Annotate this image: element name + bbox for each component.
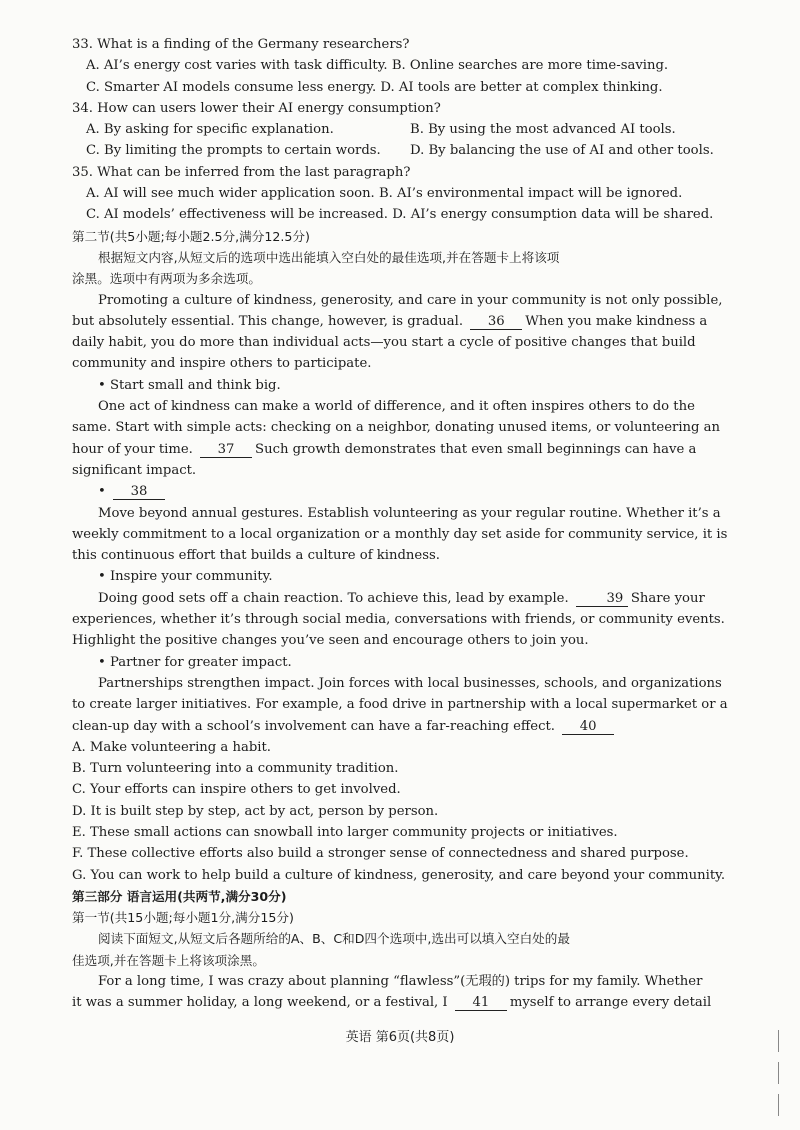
binding-margin-mark (778, 1062, 779, 1084)
q35-option-d: D. AI’s energy consumption data will be shared. (392, 207, 714, 223)
q34-option-b: B. By using the most advanced AI tools. (410, 122, 676, 138)
cloze-p1-line2 (72, 992, 732, 1013)
passage-p4-line1 (72, 588, 732, 609)
section2-instructions-line2: 涂黑。选项中有两项为多余选项。 (72, 271, 261, 287)
question-33-options-cd (86, 77, 732, 98)
section2-instructions-line1: 根据短文内容,从短文后的选项中选出能填入空白处的最佳选项,并在答题卡上将该项 (98, 249, 560, 265)
subheading-start-small: • Start small and think big. (98, 377, 281, 393)
passage-text: it was a summer holiday, a long weekend, or a festival, I (72, 995, 448, 1011)
passage-p1-line2 (72, 311, 732, 332)
q35-option-c: C. AI models’ effectiveness will be increased. (86, 207, 388, 223)
part3-heading: 第三部分 语言运用(共两节,满分30分) (72, 888, 287, 904)
blank-40: 40 (562, 719, 614, 735)
q34-option-c: C. By limiting the prompts to certain words. (86, 143, 381, 159)
binding-margin-mark (778, 1030, 779, 1052)
question-34-options-ab (86, 119, 732, 140)
passage-text: Share your (630, 590, 705, 606)
passage-text: clean-up day with a school’s involvement can have a far-reaching effect. (72, 718, 555, 734)
part3-instructions-line1: 阅读下面短文,从短文后各题所给的A、B、C和D四个选项中,选出可以填入空白处的最 (98, 931, 570, 947)
cloze-p1-line1: For a long time, I was crazy about planning “flawless”(无瑕的) trips for my family. Whether (98, 974, 703, 990)
passage-p1-line1: Promoting a culture of kindness, generosity, and care in your community is not only possible, (98, 292, 723, 308)
passage-text: but absolutely essential. This change, however, is gradual. (72, 313, 464, 329)
passage-p3-line1: Move beyond annual gestures. Establish volunteering as your regular routine. Whether it’s a (98, 505, 721, 521)
passage-text: When you make kindness a (525, 313, 708, 329)
passage-p2-line3 (72, 439, 732, 460)
q35-option-b: B. AI’s environmental impact will be ignored. (378, 186, 683, 202)
part3-subheading: 第一节(共15小题;每小题1分,满分15分) (72, 910, 294, 926)
subheading-partner: • Partner for greater impact. (98, 654, 292, 670)
question-34-stem: 34. How can users lower their AI energy consumption? (72, 100, 441, 116)
q33-option-d: D. AI tools are better at complex thinking. (380, 79, 663, 95)
passage-text: Doing good sets off a chain reaction. To achieve this, lead by example. (98, 590, 569, 606)
blank-36: 36 (470, 314, 522, 330)
passage-p5-line3 (72, 716, 732, 737)
blank-37: 37 (200, 442, 252, 458)
passage-p2-line1: One act of kindness can make a world of difference, and it often inspires others to do the (98, 399, 695, 415)
question-34-options-cd (86, 140, 732, 161)
bullet: • (98, 484, 106, 500)
passage-p3-line2: weekly commitment to a local organization or a monthly day set aside for community service, it is (72, 526, 728, 542)
passage-p1-line3: daily habit, you do more than individual acts—you start a cycle of positive changes that build (72, 335, 696, 351)
option-g: G. You can work to help build a culture of kindness, generosity, and care beyond your community. (72, 867, 726, 883)
passage-text: myself to arrange every detail (509, 995, 712, 1011)
passage-p1-line4: community and inspire others to participate. (72, 356, 372, 372)
blank-39: 39 (576, 591, 628, 607)
blank-38: 38 (113, 484, 165, 500)
passage-p4-line3: Highlight the positive changes you’ve seen and encourage others to join you. (72, 633, 589, 649)
question-33-options-ab (86, 55, 732, 76)
passage-text: hour of your time. (72, 441, 193, 457)
q33-option-c: C. Smarter AI models consume less energy. (86, 79, 377, 95)
q33-option-b: B. Online searches are more time-saving. (391, 58, 669, 74)
section2-heading: 第二节(共5小题;每小题2.5分,满分12.5分) (72, 228, 310, 244)
passage-p5-line2: to create larger initiatives. For example, a food drive in partnership with a local supermarket or a (72, 697, 728, 713)
question-35-options-ab (86, 183, 732, 204)
q33-option-a: A. AI’s energy cost varies with task difficulty. (86, 58, 388, 74)
q34-option-d: D. By balancing the use of AI and other tools. (410, 143, 714, 159)
option-e: E. These small actions can snowball into larger community projects or initiatives. (72, 824, 618, 840)
subheading-inspire: • Inspire your community. (98, 569, 273, 585)
passage-p3-line3: this continuous effort that builds a culture of kindness. (72, 548, 440, 564)
passage-p4-line2: experiences, whether it’s through social media, conversations with friends, or community events. (72, 612, 725, 628)
option-d: D. It is built step by step, act by act, person by person. (72, 803, 439, 819)
blank-41: 41 (455, 995, 507, 1011)
page-footer: 英语 第6页(共8页) (345, 1030, 455, 1045)
q34-option-a: A. By asking for specific explanation. (86, 122, 334, 138)
subheading-blank-38 (98, 481, 732, 502)
passage-p5-line1: Partnerships strengthen impact. Join forces with local businesses, schools, and organizations (98, 675, 722, 691)
binding-margin-mark (778, 1094, 779, 1116)
option-b: B. Turn volunteering into a community tradition. (72, 761, 399, 777)
option-c: C. Your efforts can inspire others to get involved. (72, 782, 401, 798)
passage-p2-line4: significant impact. (72, 462, 197, 478)
question-33-stem: 33. What is a finding of the Germany researchers? (72, 37, 410, 52)
option-f: F. These collective efforts also build a stronger sense of connectedness and shared purpose. (72, 846, 689, 862)
exam-page (72, 34, 732, 1014)
question-35-options-cd (86, 204, 732, 225)
q35-option-a: A. AI will see much wider application soon. (86, 186, 375, 202)
passage-text: Such growth demonstrates that even small beginnings can have a (255, 441, 697, 457)
question-35-stem: 35. What can be inferred from the last paragraph? (72, 164, 411, 180)
passage-p2-line2: same. Start with simple acts: checking on a neighbor, donating unused items, or volunteering an (72, 420, 721, 436)
part3-instructions-line2: 佳选项,并在答题卡上将该项涂黑。 (72, 952, 265, 968)
option-a: A. Make volunteering a habit. (72, 739, 271, 755)
